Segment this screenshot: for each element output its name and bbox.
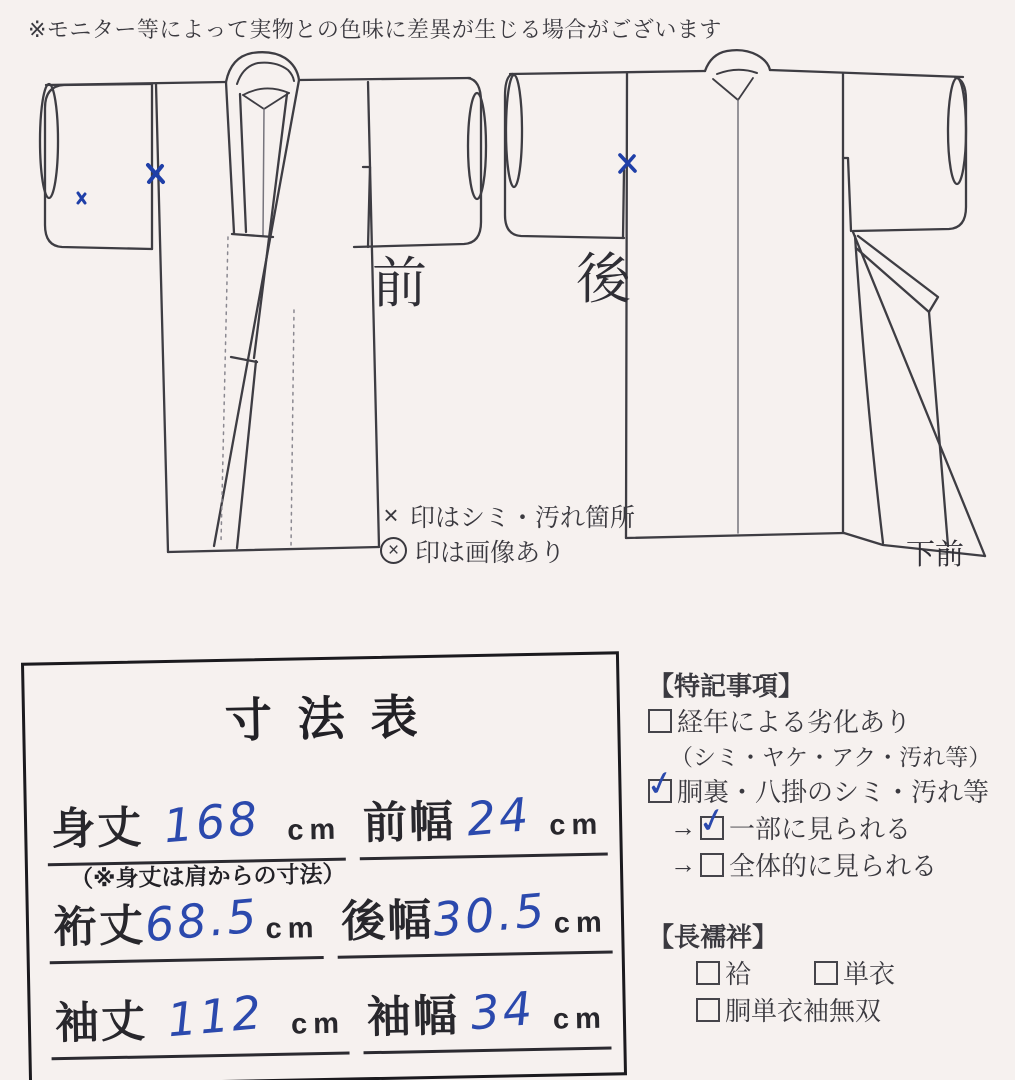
table-row [46, 783, 607, 867]
nagajuban-option-domusou [696, 991, 881, 1028]
unit-label: cm [553, 906, 609, 940]
table-title: 寸法表 [224, 689, 444, 747]
note-text: 胴裏・八掛のシミ・汚れ等 [677, 777, 990, 807]
lower-front-label: 下前 [906, 539, 965, 571]
color-disclaimer-text: ※モニター等によって実物との色味に差異が生じる場合がございます [28, 17, 722, 42]
note-text: 一部に見られる [729, 814, 912, 844]
measurement-label: 後幅 [340, 895, 434, 947]
front-right-sleeve-opening [468, 93, 486, 199]
unit-label: cm [290, 1007, 346, 1041]
measurement-maehaba [358, 783, 607, 861]
measurement-mitake [46, 788, 345, 867]
measurement-label: 身丈 [50, 803, 144, 855]
measurement-label: 袖丈 [54, 997, 148, 1049]
x-mark-icon: × [383, 500, 399, 530]
back-right-sleeve-opening [948, 78, 966, 184]
note-text: 胴単衣袖無双 [725, 996, 882, 1026]
front-left-sleeve-opening [40, 84, 58, 198]
checkbox-icon [696, 961, 720, 985]
checkbox-icon [700, 853, 724, 877]
back-view-label: 後 [576, 248, 632, 310]
note-item-deterioration [648, 702, 911, 739]
handwritten-value: 34 [468, 980, 538, 1041]
mitake-note: （※身丈は肩からの寸法） [69, 860, 346, 892]
unit-label: cm [552, 1002, 608, 1036]
special-notes-heading: 【特記事項】 [648, 671, 805, 701]
unit-label: cm [265, 912, 320, 946]
legend-stain-row [380, 499, 635, 532]
legend-stain-text: 印はシミ・汚れ箇所 [410, 503, 636, 532]
note-text: 袷 [725, 959, 752, 989]
checkbox-icon [648, 709, 672, 733]
handwritten-value: 112 [165, 984, 267, 1048]
measurement-label: 袖幅 [366, 991, 460, 1043]
table-row [50, 977, 611, 1061]
legend-photo-row [380, 534, 635, 567]
front-view-label: 前 [372, 252, 428, 314]
stain-legend [380, 499, 635, 567]
arrow-icon: → [670, 849, 696, 879]
note-item-deterioration-detail [670, 739, 991, 772]
nagajuban-option-hitoe [814, 954, 895, 991]
note-text: 全体的に見られる [729, 851, 938, 881]
nagajuban-option-awase [696, 954, 751, 991]
unit-label: cm [287, 813, 342, 847]
stain-mark-icon [78, 193, 85, 203]
checkbox-icon [696, 998, 720, 1022]
note-sub-text: （シミ・ヤケ・アク・汚れ等） [670, 744, 992, 770]
nagajuban-heading: 【長襦袢】 [648, 922, 779, 952]
checkbox-icon [648, 779, 672, 803]
stain-marks [78, 155, 635, 203]
legend-photo-text: 印は画像あり [415, 538, 566, 567]
measurement-sodehaba [362, 977, 611, 1055]
handwritten-value: 24 [464, 786, 534, 847]
table-row [48, 881, 609, 965]
circled-x-icon: × [380, 537, 407, 564]
measurement-table [21, 651, 627, 1080]
stain-mark-icon [148, 165, 163, 182]
note-item-partial [670, 809, 911, 846]
measurement-label: 裄丈 [52, 901, 146, 953]
handwritten-value: 30.5 [430, 882, 550, 947]
handwritten-value: 168 [161, 790, 263, 854]
measurement-sodetake [50, 982, 349, 1061]
handwritten-value: 68.5 [142, 888, 262, 953]
measurement-yukitake [48, 886, 324, 964]
measurement-ushirohaba [337, 880, 613, 958]
measurement-label: 前幅 [362, 797, 456, 849]
unit-label: cm [548, 808, 604, 842]
note-text: 経年による劣化あり [677, 707, 912, 737]
note-item-overall [670, 846, 937, 883]
checkbox-icon [814, 961, 838, 985]
checkbox-icon [700, 816, 724, 840]
arrow-icon: → [670, 812, 696, 842]
back-left-sleeve-opening [506, 75, 522, 187]
note-text: 単衣 [843, 959, 896, 989]
